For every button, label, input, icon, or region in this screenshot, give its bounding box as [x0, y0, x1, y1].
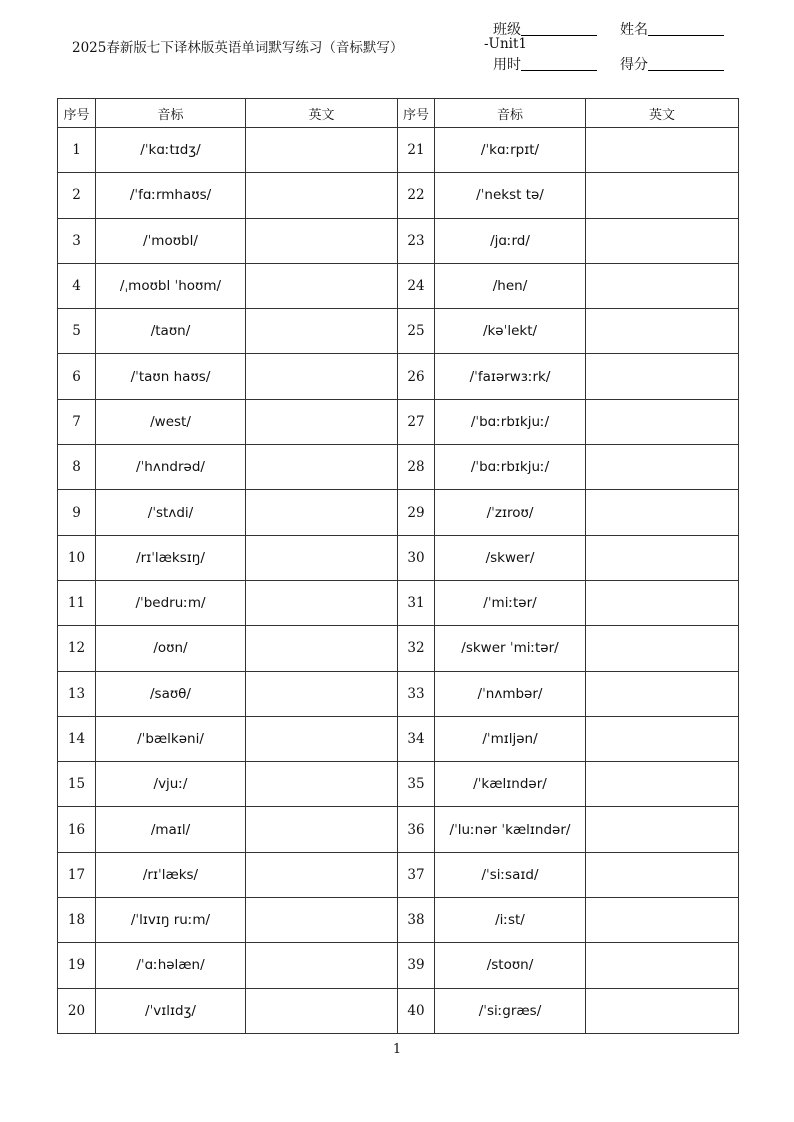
score-field	[620, 54, 724, 74]
time-label: 用时	[493, 57, 521, 73]
name-label: 姓名	[620, 22, 648, 38]
vocabulary-table	[57, 98, 739, 1034]
row-phonetic-left: /ˈtaʊn haʊs/	[96, 354, 246, 399]
time-blank[interactable]	[521, 56, 597, 71]
answer-cell-right[interactable]	[586, 626, 739, 671]
row-phonetic-right: /ˈkɑːrpɪt/	[435, 128, 586, 173]
page-number: 1	[392, 1042, 402, 1057]
row-number-left: 13	[58, 671, 96, 716]
row-phonetic-left: /rɪˈlæksɪŋ/	[96, 535, 246, 580]
table-row	[58, 716, 739, 761]
answer-cell-right[interactable]	[586, 399, 739, 444]
answer-cell-left[interactable]	[246, 309, 398, 354]
answer-cell-left[interactable]	[246, 943, 398, 988]
answer-cell-left[interactable]	[246, 354, 398, 399]
answer-cell-left[interactable]	[246, 762, 398, 807]
row-phonetic-right: /ˈbɑːrbɪkjuː/	[435, 399, 586, 444]
table-row	[58, 173, 739, 218]
row-number-right: 23	[398, 218, 435, 263]
row-number-left: 3	[58, 218, 96, 263]
row-number-left: 12	[58, 626, 96, 671]
answer-cell-left[interactable]	[246, 716, 398, 761]
answer-cell-left[interactable]	[246, 898, 398, 943]
row-phonetic-left: /ˈstʌdi/	[96, 490, 246, 535]
answer-cell-left[interactable]	[246, 445, 398, 490]
answer-cell-right[interactable]	[586, 852, 739, 897]
row-phonetic-right: /ˈnekst tə/	[435, 173, 586, 218]
row-phonetic-left: /oʊn/	[96, 626, 246, 671]
answer-cell-right[interactable]	[586, 490, 739, 535]
table-row	[58, 807, 739, 852]
answer-cell-right[interactable]	[586, 218, 739, 263]
name-blank[interactable]	[648, 21, 724, 36]
row-phonetic-right: /ˈsiːgræs/	[435, 988, 586, 1033]
row-phonetic-left: /ˈhʌndrəd/	[96, 445, 246, 490]
row-phonetic-left: /ˈbælkəni/	[96, 716, 246, 761]
answer-cell-right[interactable]	[586, 762, 739, 807]
answer-cell-left[interactable]	[246, 490, 398, 535]
class-label: 班级	[493, 22, 521, 38]
answer-cell-left[interactable]	[246, 671, 398, 716]
row-number-left: 1	[58, 128, 96, 173]
row-phonetic-left: /ˈmoʊbl/	[96, 218, 246, 263]
answer-cell-right[interactable]	[586, 128, 739, 173]
row-number-right: 36	[398, 807, 435, 852]
table-row	[58, 762, 739, 807]
table-row	[58, 399, 739, 444]
row-number-left: 16	[58, 807, 96, 852]
table-row	[58, 852, 739, 897]
row-number-left: 4	[58, 263, 96, 308]
row-number-left: 19	[58, 943, 96, 988]
row-phonetic-left: /taʊn/	[96, 309, 246, 354]
row-number-left: 2	[58, 173, 96, 218]
row-number-right: 26	[398, 354, 435, 399]
row-phonetic-left: /saʊθ/	[96, 671, 246, 716]
row-phonetic-left: /ˌmoʊbl ˈhoʊm/	[96, 263, 246, 308]
answer-cell-left[interactable]	[246, 626, 398, 671]
row-number-left: 15	[58, 762, 96, 807]
row-number-right: 22	[398, 173, 435, 218]
class-field	[493, 19, 597, 39]
unit-label: -Unit1	[484, 36, 527, 52]
row-phonetic-right: /ˈnʌmbər/	[435, 671, 586, 716]
row-phonetic-right: /skwer/	[435, 535, 586, 580]
table-row	[58, 671, 739, 716]
row-number-left: 6	[58, 354, 96, 399]
row-number-left: 18	[58, 898, 96, 943]
row-number-left: 9	[58, 490, 96, 535]
row-number-left: 8	[58, 445, 96, 490]
row-phonetic-left: /vjuː/	[96, 762, 246, 807]
row-phonetic-right: /ˈzɪroʊ/	[435, 490, 586, 535]
row-phonetic-left: /west/	[96, 399, 246, 444]
row-number-right: 40	[398, 988, 435, 1033]
worksheet-title: 2025春新版七下译林版英语单词默写练习（音标默写）	[72, 40, 404, 56]
row-number-right: 35	[398, 762, 435, 807]
row-phonetic-right: /ˈbɑːrbɪkjuː/	[435, 445, 586, 490]
row-number-right: 30	[398, 535, 435, 580]
row-phonetic-left: /ˈvɪlɪdʒ/	[96, 988, 246, 1033]
row-phonetic-left: /ˈlɪvɪŋ ruːm/	[96, 898, 246, 943]
answer-cell-left[interactable]	[246, 807, 398, 852]
row-phonetic-right: /skwer ˈmiːtər/	[435, 626, 586, 671]
header-number-right: 序号	[398, 99, 435, 128]
row-phonetic-left: /ˈfɑːrmhaʊs/	[96, 173, 246, 218]
row-phonetic-left: /rɪˈlæks/	[96, 852, 246, 897]
row-number-right: 38	[398, 898, 435, 943]
row-number-right: 27	[398, 399, 435, 444]
answer-cell-left[interactable]	[246, 218, 398, 263]
row-number-right: 33	[398, 671, 435, 716]
row-phonetic-right: /ˈluːnər ˈkælɪndər/	[435, 807, 586, 852]
row-number-left: 5	[58, 309, 96, 354]
answer-cell-right[interactable]	[586, 988, 739, 1033]
table-row	[58, 626, 739, 671]
row-phonetic-left: /ˈɑːhəlæn/	[96, 943, 246, 988]
answer-cell-left[interactable]	[246, 580, 398, 625]
answer-cell-left[interactable]	[246, 128, 398, 173]
answer-cell-right[interactable]	[586, 535, 739, 580]
row-number-left: 17	[58, 852, 96, 897]
header-phonetic-right: 音标	[435, 99, 586, 128]
row-number-right: 24	[398, 263, 435, 308]
row-phonetic-right: /ˈkælɪndər/	[435, 762, 586, 807]
row-phonetic-right: /ˈmɪljən/	[435, 716, 586, 761]
answer-cell-right[interactable]	[586, 807, 739, 852]
answer-cell-right[interactable]	[586, 309, 739, 354]
table-row	[58, 490, 739, 535]
row-number-left: 20	[58, 988, 96, 1033]
row-phonetic-left: /ˈbedruːm/	[96, 580, 246, 625]
row-phonetic-right: /kəˈlekt/	[435, 309, 586, 354]
table-row	[58, 898, 739, 943]
answer-cell-left[interactable]	[246, 852, 398, 897]
answer-cell-right[interactable]	[586, 580, 739, 625]
table-row	[58, 943, 739, 988]
row-number-left: 7	[58, 399, 96, 444]
class-blank[interactable]	[521, 21, 597, 36]
table-header-row	[58, 99, 739, 128]
row-phonetic-right: /ˈmiːtər/	[435, 580, 586, 625]
row-phonetic-left: /maɪl/	[96, 807, 246, 852]
answer-cell-right[interactable]	[586, 263, 739, 308]
row-number-right: 25	[398, 309, 435, 354]
answer-cell-left[interactable]	[246, 399, 398, 444]
table-row	[58, 218, 739, 263]
row-phonetic-right: /stoʊn/	[435, 943, 586, 988]
answer-cell-left[interactable]	[246, 535, 398, 580]
answer-cell-right[interactable]	[586, 898, 739, 943]
row-phonetic-right: /jɑːrd/	[435, 218, 586, 263]
answer-cell-left[interactable]	[246, 263, 398, 308]
answer-cell-right[interactable]	[586, 445, 739, 490]
header-phonetic-left: 音标	[96, 99, 246, 128]
header-english-right: 英文	[586, 99, 739, 128]
row-number-right: 39	[398, 943, 435, 988]
header-number-left: 序号	[58, 99, 96, 128]
table-row	[58, 309, 739, 354]
row-number-right: 29	[398, 490, 435, 535]
row-number-left: 14	[58, 716, 96, 761]
answer-cell-left[interactable]	[246, 988, 398, 1033]
row-number-right: 32	[398, 626, 435, 671]
table-row	[58, 354, 739, 399]
header-english-left: 英文	[246, 99, 398, 128]
time-field	[493, 54, 597, 74]
answer-cell-left[interactable]	[246, 173, 398, 218]
answer-cell-right[interactable]	[586, 354, 739, 399]
table-row	[58, 535, 739, 580]
row-phonetic-right: /ˈfaɪərwɜːrk/	[435, 354, 586, 399]
row-number-right: 31	[398, 580, 435, 625]
row-number-left: 11	[58, 580, 96, 625]
table-row	[58, 580, 739, 625]
row-phonetic-left: /ˈkɑːtɪdʒ/	[96, 128, 246, 173]
row-phonetic-right: /ˈsiːsaɪd/	[435, 852, 586, 897]
table-row	[58, 128, 739, 173]
name-field	[620, 19, 724, 39]
answer-cell-right[interactable]	[586, 943, 739, 988]
row-phonetic-right: /hen/	[435, 263, 586, 308]
table-row	[58, 988, 739, 1033]
score-blank[interactable]	[648, 56, 724, 71]
row-phonetic-right: /iːst/	[435, 898, 586, 943]
answer-cell-right[interactable]	[586, 173, 739, 218]
row-number-right: 21	[398, 128, 435, 173]
row-number-left: 10	[58, 535, 96, 580]
table-row	[58, 445, 739, 490]
answer-cell-right[interactable]	[586, 716, 739, 761]
row-number-right: 34	[398, 716, 435, 761]
table-row	[58, 263, 739, 308]
row-number-right: 28	[398, 445, 435, 490]
score-label: 得分	[620, 57, 648, 73]
answer-cell-right[interactable]	[586, 671, 739, 716]
row-number-right: 37	[398, 852, 435, 897]
